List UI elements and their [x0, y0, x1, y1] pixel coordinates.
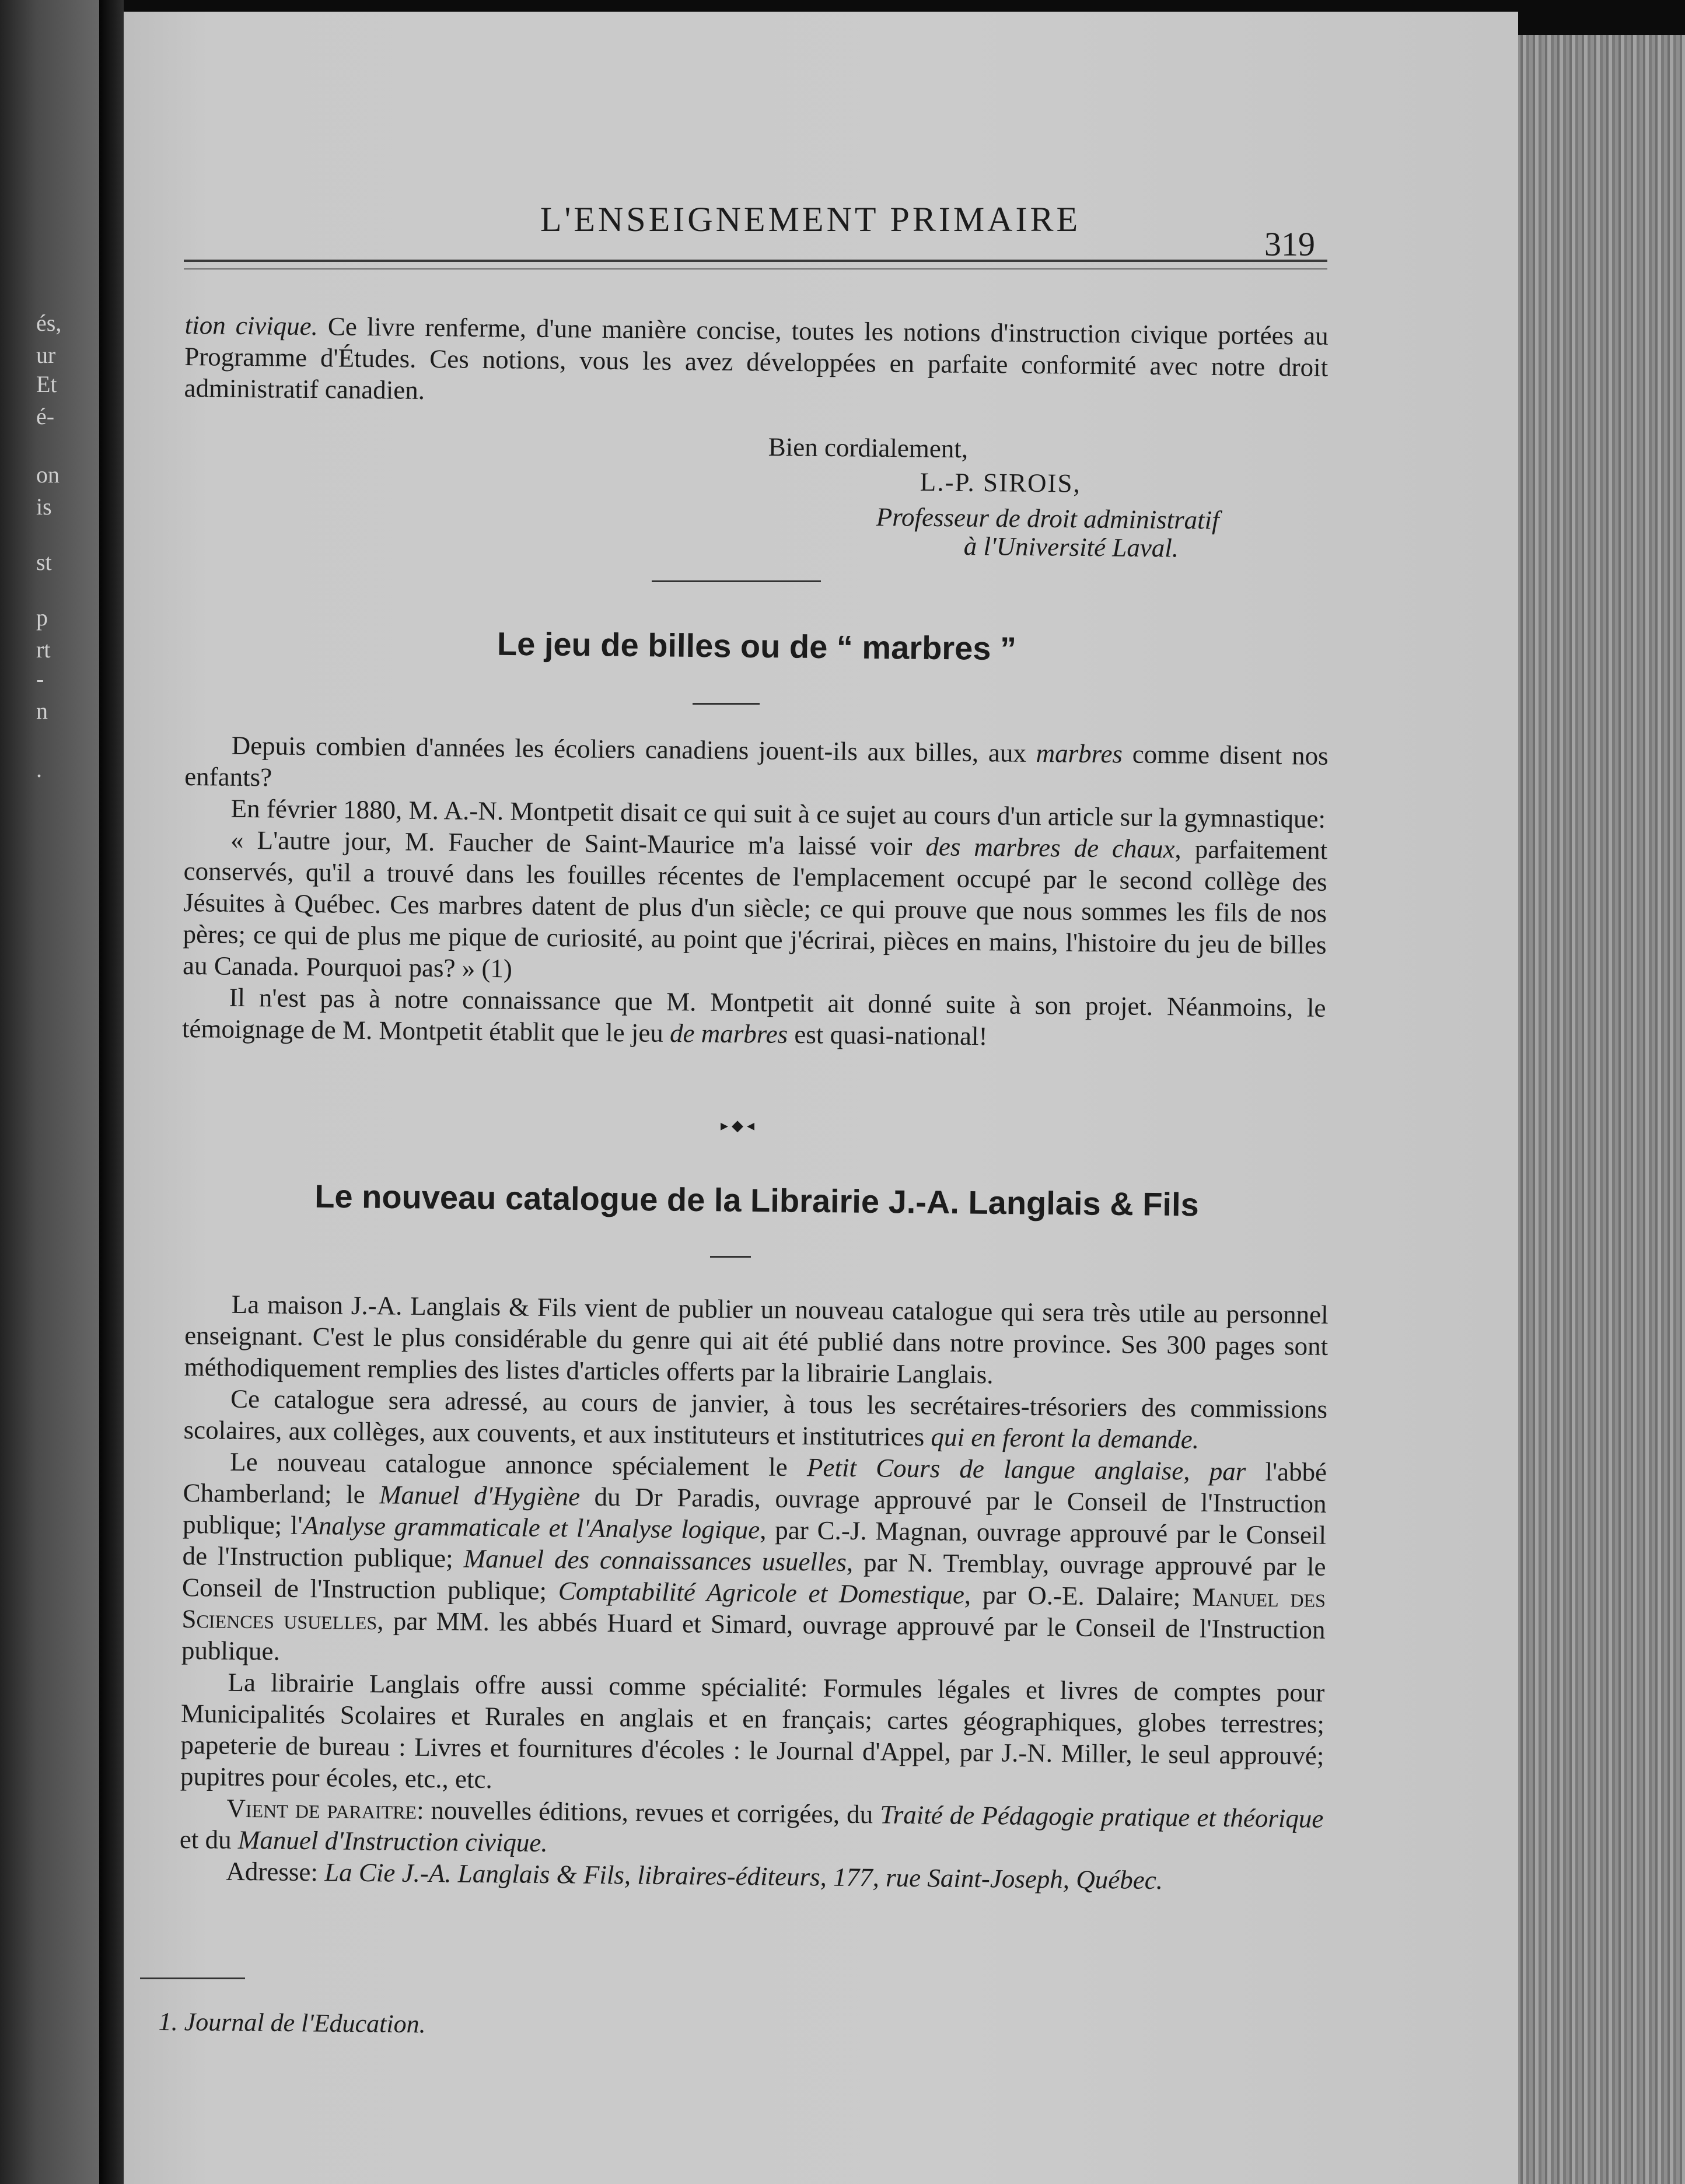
letter-signature: L.-P. SIROIS,	[920, 467, 1082, 498]
signatory-affiliation: à l'Université Laval.	[963, 531, 1179, 563]
facing-page-fragment: on	[36, 461, 60, 488]
page-number: 319	[1264, 225, 1315, 263]
article-body-catalogue	[179, 1288, 1329, 1898]
signatory-title: Professeur de droit administratif	[876, 502, 1219, 535]
running-head: L'ENSEIGNEMENT PRIMAIRE	[540, 200, 1081, 239]
header-rule	[184, 260, 1327, 262]
paragraph: Vient de paraitre: nouvelles éditions, revues et corrigées, du Traité de Pédagogie pratique et théorique et du Manuel d'Instruction civique.	[179, 1793, 1324, 1858]
book-gutter	[99, 0, 124, 2184]
article-title-catalogue: Le nouveau catalogue de la Librairie J.-A. Langlais & Fils	[314, 1177, 1200, 1223]
letter-text	[184, 309, 1328, 415]
facing-page-fragment: p	[36, 604, 48, 631]
article-body-billes	[182, 729, 1329, 1055]
paragraph: La maison J.-A. Langlais & Fils vient de publier un nouveau catalogue qui sera très utile au personnel enseignant. C'est le plus considérable du genre qui ait été publié dans notre province. Ses 300 pages sont méthodiquement remplies des listes d'articles offerts par la librairie Langlais.	[184, 1289, 1329, 1390]
facing-page-fragment: n	[36, 698, 48, 724]
paragraph: Ce catalogue sera adressé, au cours de janvier, à tous les secrétaires-trésoriers des commissions scolaires, aux collèges, aux couvents, et aux instituteurs et institutrices qui en feront la demande.	[183, 1384, 1328, 1454]
facing-page-fragment: és,	[36, 310, 62, 336]
footnote-text: 1. Journal de l'Education.	[158, 2007, 426, 2039]
facing-page-fragment: -	[36, 666, 44, 692]
facing-page-fragment: ur	[36, 342, 56, 368]
facing-page-fragment: st	[36, 549, 52, 575]
paragraph: Le nouveau catalogue annonce spécialement le Petit Cours de langue anglaise, par l'abbé Chamberland; le Manuel d'Hygiène du Dr Paradis, ouvrage approuvé par le Conseil de l'Instruction publique; l'Analyse grammaticale et l'Analyse logique, par C.-J. Magnan, ouvrage approuvé par le Conseil de l'Instruction publique; Manuel des connaissances usuelles, par N. Tremblay, ouvrage approuvé par le Conseil de l'Instruction publique; Comptabilité Agricole et Domestique, par O.-E. Dalaire; Manuel des Sciences usuelles, par MM. les abbés Huard et Simard, ouvrage approuvé par le Conseil de l'Instruction publique.	[181, 1447, 1327, 1666]
facing-page-fragment: is	[36, 494, 52, 520]
facing-page-fragment: é-	[36, 403, 55, 429]
facing-page-fragment: .	[36, 756, 42, 782]
facing-page-strip	[0, 0, 104, 2184]
quoted-paragraph: « L'autre jour, M. Faucher de Saint-Maurice m'a laissé voir des marbres de chaux, parfaitement conservés, qu'il a trouvé dans les fouilles récentes de l'emplacement occupé par le second collège des Jésuites à Québec. Ces marbres datent de plus d'un siècle; ce qui prouve que nous sommes les fils de nos pères; ce qui de plus me pique de curiosité, au point que j'écrirai, pièces en mains, l'histoire du jeu de billes au Canada. Pourquoi pas? » (1)	[182, 825, 1328, 984]
header-rule-thin	[184, 268, 1327, 270]
address-paragraph: Adresse: La Cie J.-A. Langlais & Fils, libraires-éditeurs, 177, rue Saint-Joseph, Québec.	[226, 1856, 1163, 1895]
book-page-edges	[1517, 35, 1685, 2184]
paragraph: La librairie Langlais offre aussi comme spécialité: Formules légales et livres de comptes pour Municipalités Scolaires et Rurales en anglais et en français; cartes géographiques, globes terrestres; papeterie de bureau : Livres et fournitures d'écoles : le Journal d'Appel, par J.-N. Miller, le seul approuvé; pupitres pour écoles, etc., etc.	[180, 1667, 1325, 1794]
facing-page-fragment: Et	[36, 371, 57, 397]
book-page	[124, 12, 1518, 2184]
letter-paragraph: tion civique. Ce livre renferme, d'une manière concise, toutes les notions d'instruction civique portées au Programme d'Études. Ces notions, vous les avez développées en parfaite conformité avec notre droit administratif canadien.	[184, 310, 1329, 405]
ornament-divider: ▸◆◂	[720, 1117, 758, 1134]
article-title-billes: Le jeu de billes ou de “ marbres ”	[497, 625, 1017, 667]
paragraph: Depuis combien d'années les écoliers canadiens jouent-ils aux billes, aux marbres comme disent nos enfants?	[184, 730, 1329, 792]
footnote	[159, 2007, 426, 2039]
paragraph: En février 1880, M. A.-N. Montpetit disait ce qui suit à ce sujet au cours d'un article sur la gymnastique:	[230, 793, 1326, 834]
letter-closing: Bien cordialement,	[768, 432, 969, 464]
facing-page-fragment: rt	[36, 636, 51, 663]
title-underline	[693, 703, 760, 705]
paragraph: Il n'est pas à notre connaissance que M. Montpetit ait donné suite à son projet. Néanmoins, le témoignage de M. Montpetit établit que le jeu de marbres est quasi-national!	[181, 982, 1326, 1051]
footnote-rule	[140, 1978, 245, 1979]
title-underline	[710, 1256, 751, 1258]
section-divider	[652, 580, 821, 582]
